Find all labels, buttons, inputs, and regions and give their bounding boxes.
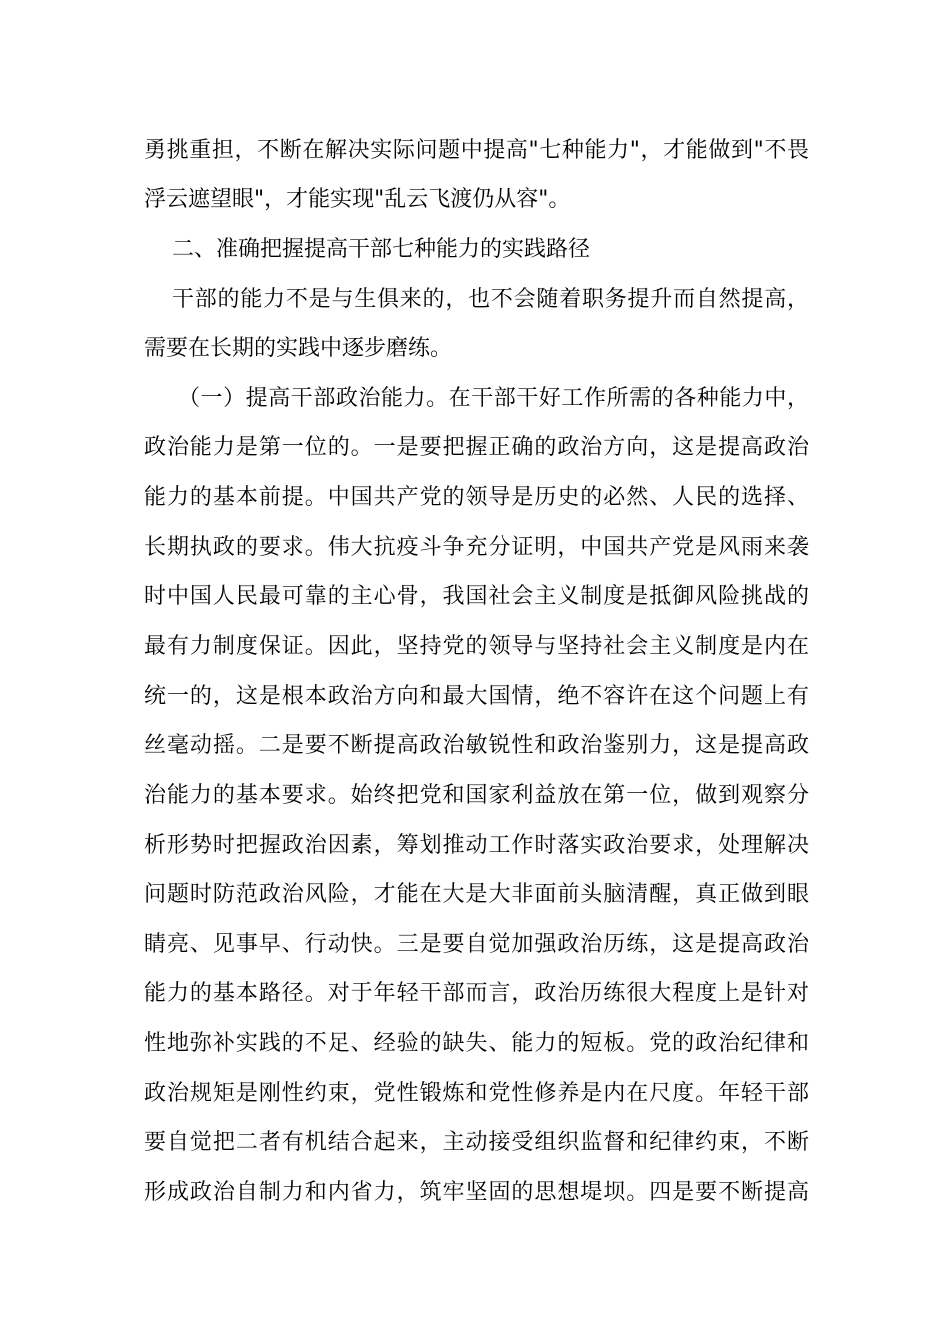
subsection-heading-line: （一）提高干部政治能力。在干部干好工作所需的各种能力中， (178, 386, 809, 411)
text-line: 问题时防范政治风险，才能在大是大非面前头脑清醒，真正做到眼 (144, 882, 809, 907)
text-line: 需要在长期的实践中逐步磨练。 (144, 336, 453, 361)
text-line: 要自觉把二者有机结合起来，主动接受组织监督和纪律约束，不断 (144, 1130, 809, 1155)
text-line: 丝毫动摇。二是要不断提高政治敏锐性和政治鉴别力，这是提高政 (144, 733, 809, 758)
text-line: 最有力制度保证。因此，坚持党的领导与坚持社会主义制度是内在 (144, 634, 809, 659)
text-line: 时中国人民最可靠的主心骨，我国社会主义制度是抵御风险挑战的 (144, 584, 809, 609)
text-line: 勇挑重担，不断在解决实际问题中提高"七种能力"，才能做到"不畏 (144, 138, 809, 163)
text-line: 析形势时把握政治因素，筹划推动工作时落实政治要求，处理解决 (144, 833, 809, 858)
text-line: 政治能力是第一位的。一是要把握正确的政治方向，这是提高政治 (144, 435, 809, 460)
text-line: 长期执政的要求。伟大抗疫斗争充分证明，中国共产党是风雨来袭 (144, 535, 809, 560)
text-line: 治能力的基本要求。始终把党和国家利益放在第一位，做到观察分 (144, 783, 809, 808)
text-line: 性地弥补实践的不足、经验的缺失、能力的短板。党的政治纪律和 (144, 1031, 809, 1056)
text-line: 政治规矩是刚性约束，党性锻炼和党性修养是内在尺度。年轻干部 (144, 1081, 809, 1106)
text-line: 统一的，这是根本政治方向和最大国情，绝不容许在这个问题上有 (144, 684, 809, 709)
section-heading: 二、准确把握提高干部七种能力的实践路径 (172, 237, 591, 262)
text-line: 睛亮、见事早、行动快。三是要自觉加强政治历练，这是提高政治 (144, 932, 809, 957)
text-line: 能力的基本路径。对于年轻干部而言，政治历练很大程度上是针对 (144, 981, 809, 1006)
text-line: 形成政治自制力和内省力，筑牢坚固的思想堤坝。四是要不断提高 (144, 1180, 809, 1205)
text-line: 浮云遮望眼"，才能实现"乱云飞渡仍从容"。 (144, 187, 571, 212)
text-line: 能力的基本前提。中国共产党的领导是历史的必然、人民的选择、 (144, 485, 809, 510)
text-line: 干部的能力不是与生俱来的，也不会随着职务提升而自然提高， (172, 287, 809, 312)
